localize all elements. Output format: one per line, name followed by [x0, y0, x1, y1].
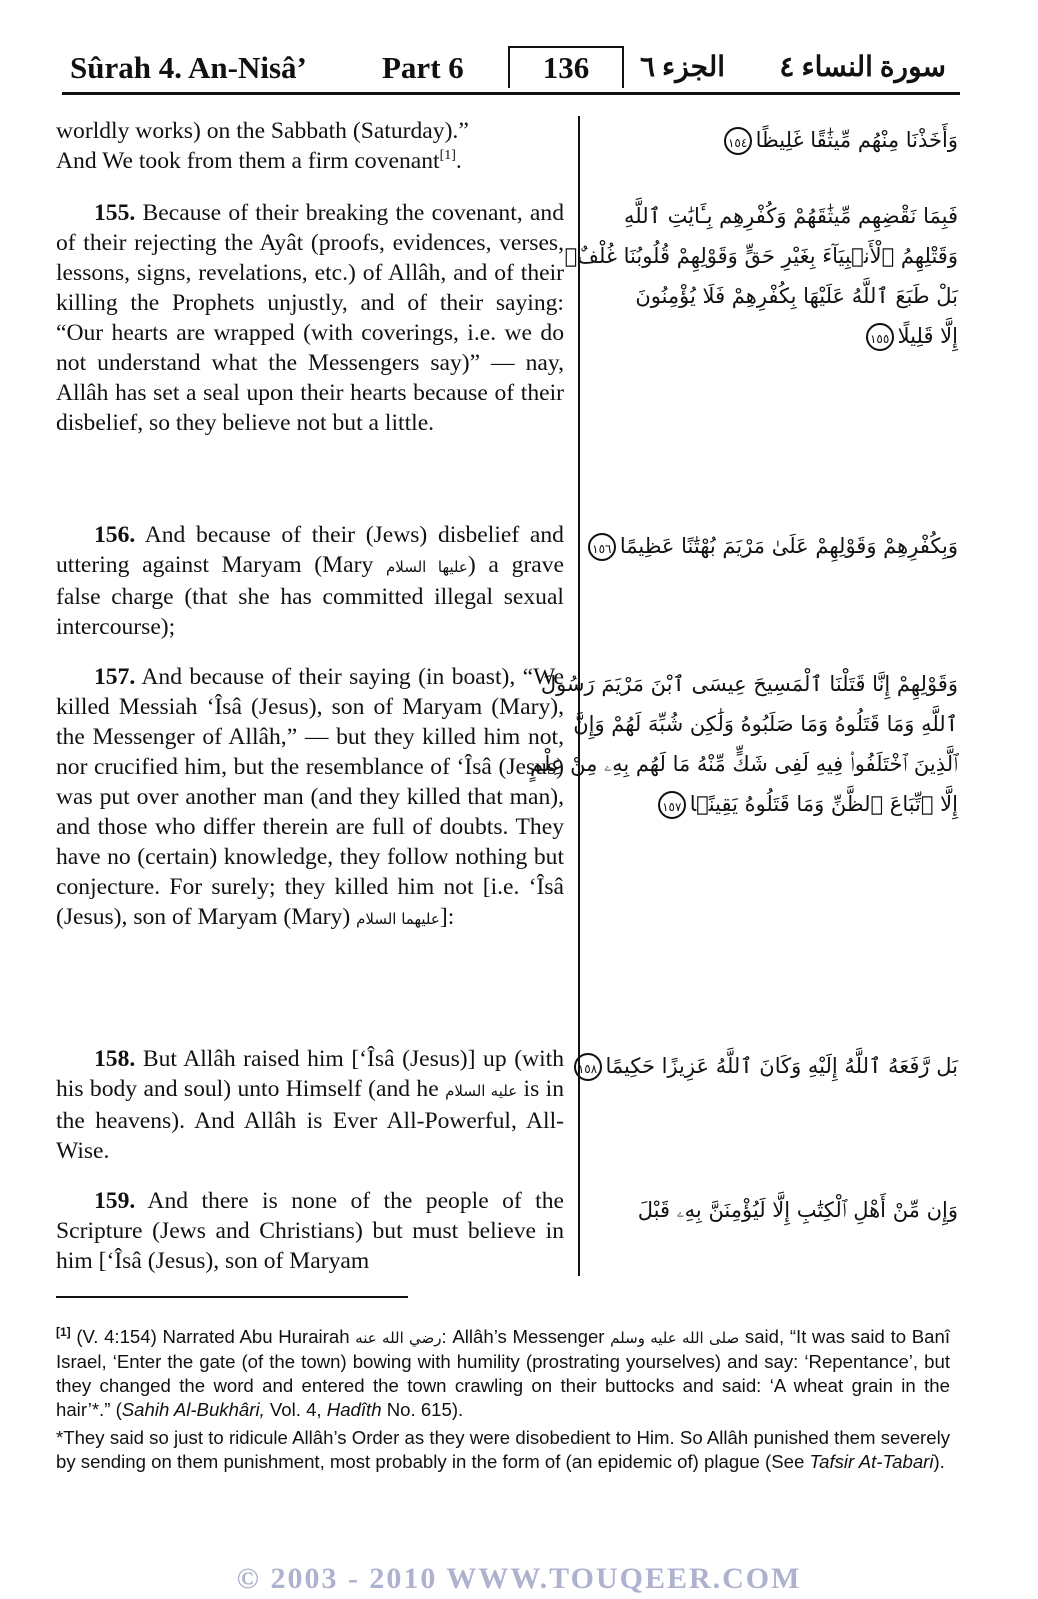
- verse-number: 158.: [94, 1046, 136, 1072]
- arabic-line: ٱللَّهِ وَمَا قَتَلُوهُ وَمَا صَلَبُوهُ وَلَٰكِن شُبِّهَ لَهُمْ وَإِنَّ: [573, 712, 958, 736]
- arabic-line: [598, 120, 958, 160]
- footnote-reference: [1]: [439, 148, 456, 164]
- arabic-line: وَقَوْلِهِمْ إِنَّا قَتَلْنَا ٱلْمَسِيحَ عِيسَى ٱبْنَ مَرْيَمَ رَسُولَ: [540, 672, 958, 696]
- footnote-paragraph-2: [56, 1426, 950, 1474]
- arabic-text: إِلَّا ٱتِّبَاعَ ٱلظَّنِّ وَمَا قَتَلُوهُ يَقِينًۢا: [689, 792, 958, 816]
- verse-159-text: And there is none of the people of the Scripture (Jews and Christians) but must believe in him [‘Îsâ (Jesus), son of Maryam: [56, 1188, 564, 1274]
- verse-157-arabic: [530, 664, 958, 824]
- verse-number: 156.: [94, 522, 136, 548]
- footnote-source: Tafsir At-Tabari: [809, 1451, 934, 1473]
- verse-157-paragraph: [56, 662, 564, 934]
- arabic-line: [577, 1046, 958, 1086]
- verse-number: 157.: [94, 664, 136, 690]
- arabic-text: إِلَّا قَلِيلًا: [897, 324, 958, 348]
- arabic-part-label: الجزء ٦: [640, 52, 726, 83]
- part-label: Part 6: [382, 50, 464, 85]
- page-header: [62, 40, 960, 96]
- arabic-honorific: عليه السلام: [445, 1082, 518, 1100]
- verse-156-arabic: [592, 526, 958, 566]
- verse-156-paragraph: [56, 520, 564, 642]
- footnote-text: No. 615).: [381, 1399, 464, 1421]
- verse-end-marker: ١٥٦: [588, 533, 616, 561]
- footnote-text: said, “It was said to Banî Israel, ‘Enter the gate (of the town) bowing with humility (prostrating yourselves) and say: ‘Repentance’, but they changed the word and entered the town crawling on their buttocks and said: ‘A wheat grain in the hair’*.” (: [56, 1326, 951, 1421]
- footnote-hadith-word: Hadîth: [326, 1399, 382, 1421]
- verse-159-translation: [56, 1186, 564, 1276]
- verse-159-arabic: [598, 1190, 958, 1230]
- footnote-text: Vol. 4,: [264, 1399, 327, 1421]
- arabic-honorific: رضي الله عنه: [355, 1329, 442, 1348]
- footnote: [56, 1320, 950, 1478]
- arabic-text: وَبِكُفْرِهِمْ وَقَوْلِهِمْ عَلَىٰ مَرْيَمَ بُهْتَٰنًا عَظِيمًا: [619, 534, 958, 558]
- verse-155-translation: [56, 198, 564, 438]
- arabic-line: [592, 526, 958, 566]
- surah-title: Sûrah 4. An-Nisâ’: [70, 50, 307, 85]
- arabic-line: وَإِن مِّنْ أَهْلِ ٱلْكِتَٰبِ إِلَّا لَيُؤْمِنَنَّ بِهِۦ قَبْلَ: [637, 1198, 958, 1222]
- verse-157-text-b: ]:: [439, 904, 455, 930]
- verse-154-text: And We took from them a firm covenant: [56, 148, 440, 174]
- verse-end-marker: ١٥٥: [866, 323, 894, 351]
- verse-157-translation: [56, 662, 564, 934]
- page-number: 136: [508, 46, 624, 88]
- copyright-notice: © 2003 - 2010 WWW.TOUQEER.COM: [236, 1562, 802, 1595]
- arabic-surah-title: سورة النساء ٤: [779, 52, 946, 83]
- verse-number: 159.: [94, 1188, 136, 1214]
- verse-158-text-a: But Allâh raised him [‘Îsâ (Jesus)] up (with his body and soul) unto Himself (and he: [56, 1046, 564, 1102]
- verse-end-marker: ١٥٤: [724, 127, 752, 155]
- verse-157-text-a: And because of their saying (in boast), “We killed Messiah ‘Îsâ (Jesus), son of Maryam (Mary), the Messenger of Allâh,” — but they killed him not, nor crucified him, but the resemblance of ‘Îsâ (Jesus) was put over another man (and they killed that man), and those who differ therein are full of doubts. They have no (certain) knowledge, they follow nothing but conjecture. For surely; they killed him not [i.e. ‘Îsâ (Jesus), son of Maryam (Mary): [56, 664, 564, 930]
- arabic-line: وَقَتْلِهِمُ ٱلْأَنۢبِيَآءَ بِغَيْرِ حَقٍّ وَقَوْلِهِمْ قُلُوبُنَا غُلْفٌۢ: [564, 244, 958, 268]
- arabic-line: [598, 784, 958, 824]
- verse-154-end: .: [455, 148, 462, 174]
- arabic-line: ٱلَّذِينَ ٱخْتَلَفُوا۟ فِيهِ لَفِى شَكٍّ مِّنْهُ مَا لَهُم بِهِۦ مِنْ عِلْمٍ: [530, 752, 958, 776]
- arabic-line: بَلْ طَبَعَ ٱللَّهُ عَلَيْهَا بِكُفْرِهِمْ فَلَا يُؤْمِنُونَ: [635, 284, 958, 308]
- verse-number: 155.: [94, 200, 136, 226]
- verse-end-marker: ١٥٧: [658, 791, 686, 819]
- header-rule: [62, 92, 960, 95]
- arabic-line: [598, 316, 958, 356]
- verse-155-arabic: [564, 196, 958, 356]
- verse-159-paragraph: [56, 1186, 564, 1276]
- verse-154-line-1: worldly works) on the Sabbath (Saturday).”: [56, 118, 469, 144]
- verse-154-arabic: [598, 120, 958, 160]
- verse-155-paragraph: [56, 198, 564, 438]
- footnote-text: : Allâh’s Messenger: [441, 1326, 605, 1348]
- arabic-honorific: عليهما السلام: [356, 910, 440, 928]
- verse-158-arabic: [577, 1046, 958, 1086]
- footnote-text: ).: [933, 1451, 945, 1473]
- footnote-text: *They said so just to ridicule Allâh’s Order as they were disobedient to Him. So Allâh punished them severely by sending on them punishment, most probably in the form of (an epidemic of) plague (See: [56, 1427, 950, 1473]
- footnote-text: (V. 4:154) Narrated Abu Hurairah: [76, 1326, 350, 1348]
- verse-end-marker: ١٥٨: [574, 1053, 602, 1081]
- footnote-paragraph-1: [56, 1320, 950, 1422]
- verse-155-text: Because of their breaking the covenant, and of their rejecting the Ayât (proofs, evidences, verses, lessons, signs, revelations, etc.) of Allâh, and of their killing the Prophets unjustly, and of their saying: “Our hearts are wrapped (with coverings, i.e. we do not understand what the Messengers say)” — nay, Allâh has set a seal upon their hearts because of their disbelief, so they believe not but a little.: [56, 200, 564, 436]
- verse-158-text-b: is in the heavens). And Allâh is Ever All-Powerful, All-Wise.: [56, 1076, 564, 1164]
- footnote-rule: [56, 1296, 408, 1298]
- verse-156-text-b: ) a grave false charge (that she has committed illegal sexual intercourse);: [56, 552, 564, 640]
- arabic-text: وَأَخَذْنَا مِنْهُم مِّيثَٰقًا غَلِيظًا: [755, 128, 958, 152]
- arabic-line: فَبِمَا نَقْضِهِم مِّيثَٰقَهُمْ وَكُفْرِهِم بِـَٔايَٰتِ ٱللَّهِ: [623, 204, 958, 228]
- verse-154-translation: [56, 116, 564, 176]
- footnote-marker: [1]: [56, 1325, 71, 1339]
- verse-158-paragraph: [56, 1044, 564, 1166]
- arabic-text: بَل رَّفَعَهُ ٱللَّهُ إِلَيْهِ وَكَانَ ٱللَّهُ عَزِيزًا حَكِيمًا: [605, 1054, 958, 1078]
- arabic-honorific: صلى الله عليه وسلم: [610, 1329, 740, 1348]
- verse-156-translation: [56, 520, 564, 642]
- verse-154-line-2: [56, 146, 564, 176]
- arabic-honorific: عليها السلام: [385, 558, 468, 576]
- verse-156-text-a: And because of their (Jews) disbelief and uttering against Maryam (Mary: [56, 522, 564, 578]
- verse-158-translation: [56, 1044, 564, 1166]
- footnote-source: Sahih Al-Bukhâri,: [121, 1399, 265, 1421]
